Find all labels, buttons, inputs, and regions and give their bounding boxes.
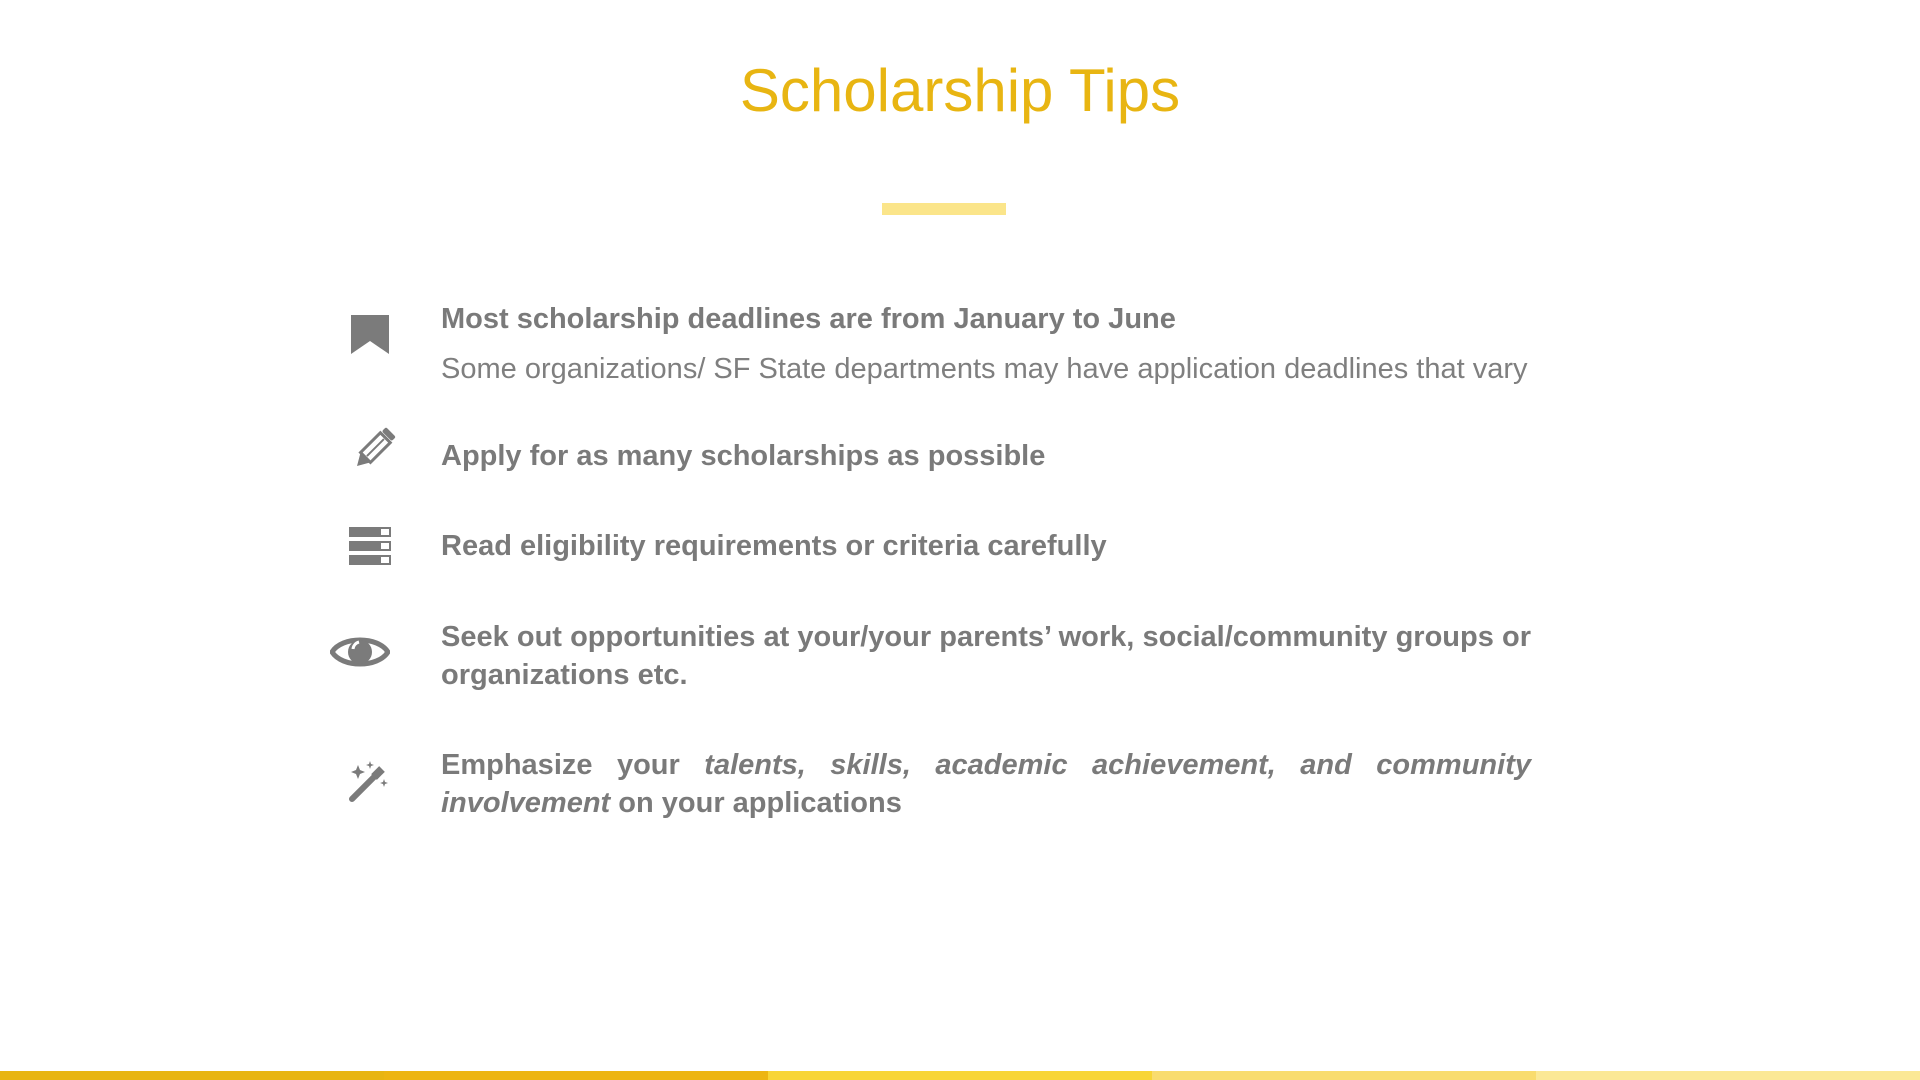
bottom-bar-segment — [1536, 1071, 1920, 1080]
tip-main-suffix: on your applications — [610, 787, 902, 819]
tip-text — [441, 300, 1531, 388]
pencil-icon — [348, 423, 400, 475]
slide-title: Scholarship Tips — [739, 57, 1181, 124]
bottom-bar-segment — [1152, 1071, 1536, 1080]
eye-icon — [330, 630, 390, 674]
tip-text — [441, 618, 1531, 694]
magic-wand-icon — [348, 759, 392, 803]
bottom-bar-segment — [0, 1071, 384, 1080]
tip-main-prefix: Emphasize your — [441, 749, 705, 781]
tip-main-text — [441, 746, 1531, 822]
bookmark-icon — [349, 313, 391, 355]
tip-main-text: Most scholarship deadlines are from January to June — [441, 303, 1176, 335]
tip-main-text: Seek out opportunities at your/your parents’ work, social/community groups or organizations etc. — [441, 621, 1531, 691]
tip-sub-text: Some organizations/ SF State departments may have application deadlines that vary — [441, 353, 1528, 385]
tip-text — [441, 527, 1531, 565]
title-underline — [882, 203, 1006, 215]
tip-main-emphasis: talents, skills, academic achievement, and community involvement — [441, 749, 1531, 819]
tip-main-text: Read eligibility requirements or criteria carefully — [441, 530, 1107, 562]
bottom-bar-segment — [384, 1071, 768, 1080]
bottom-gradient-bar — [0, 1071, 1920, 1080]
tip-main-text: Apply for as many scholarships as possible — [441, 440, 1046, 472]
bottom-bar-segment — [768, 1071, 1152, 1080]
list-icon — [349, 527, 391, 567]
tip-text — [441, 746, 1531, 822]
tip-text — [441, 437, 1531, 475]
